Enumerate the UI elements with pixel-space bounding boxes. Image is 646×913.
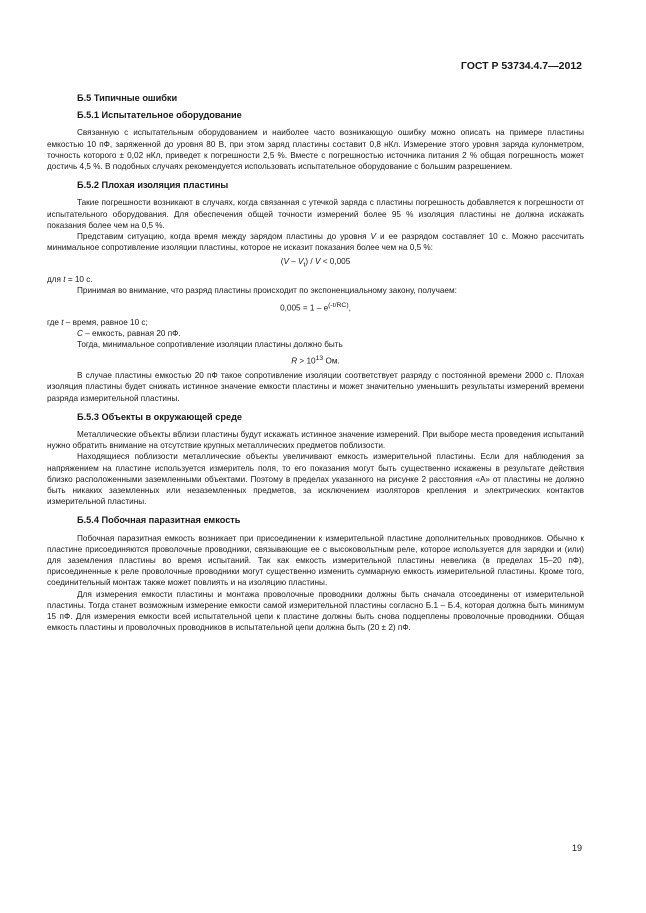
formula-condition: для t = 10 с. [47, 275, 93, 285]
page-number: 19 [571, 843, 582, 853]
formula-resistance: $R > 10^{13}$ Ом. [291, 355, 340, 366]
paragraph: Побочная паразитная емкость возникает при присоединении к измерительной пластине дополнительных проводников. Обычно к пластине присоединяются проволочные проводники, связывающие ее с высоковольтным реле, которое используется для зарядки и (или) для заземления пластины во время испытаний. Так как емкость измерительной пластины невелика (в пределах 15–20 пФ), присоединенные к реле проволочные проводники могут существенно изменить суммарную емкость измерительной пластины. Кроме того, соединительный монтаж также может повлиять и на изоляцию пластины. [47, 533, 584, 588]
paragraph: Принимая во внимание, что разряд пластины происходит по экспоненциальному закону, получаем: [77, 286, 457, 296]
formula-legend-capacitance: C – емкость, равная 20 пФ. [77, 328, 181, 338]
section-heading: Б.5 Типичные ошибки [77, 93, 178, 103]
subsection-heading-parasitic: Б.5.4 Побочная паразитная емкость [77, 515, 241, 526]
paragraph: Металлические объекты вблизи пластины будут искажать истинное значение измерений. При выборе места проведения испытаний нужно обратить внимание на отсутствие крупных металлических предметов поблизости. [47, 429, 584, 451]
subsection-heading-environment: Б.5.3 Объекты в окружающей среде [77, 411, 243, 422]
formula-leakage: $(V - V_t) / V < 0,005$ [280, 257, 351, 270]
formula-exponential: $0,005 = 1 - e^{(-t/RC)}$, [280, 301, 351, 313]
paragraph: Тогда, минимальное сопротивление изоляции пластины должно быть [77, 340, 343, 350]
document-body [47, 93, 584, 633]
paragraph: Представим ситуацию, когда время между зарядом пластины до уровня V и ее разрядом составляет 10 с. Можно рассчитать минимальное сопротивление изоляции пластины, которое не исказит показания более чем на 0,5 %: [47, 232, 584, 253]
paragraph: В случае пластины емкостью 20 пФ такое сопротивление изоляции соответствует разряду с постоянной времени 2000 с. Плохая изоляция пластины будет снижать истинное значение емкости пластины и может значительно уменьшить результаты измерений времени разряда измерительной пластины. [47, 371, 584, 403]
formula-legend-time: где t – время, равное 10 с; [47, 317, 148, 327]
subsection-heading-insulation: Б.5.2 Плохая изоляция пластины [77, 180, 229, 191]
paragraph: Для измерения емкости пластины и монтажа проволочные проводники должны быть сначала отсоединены от измерительной пластины. Тогда станет возможным измерение емкости самой измерительной пластины согласно Б.1 – Б.4, которая должна быть минимум 15 пФ. Для измерения емкости всей испытательной цепи к пластине должны быть снова подцеплены проволочные проводники. Общая емкость пластины и проволочных проводников в испытательной цепи должна быть (20 ± 2) пФ. [47, 589, 584, 633]
subsection-heading-equipment: Б.5.1 Испытательное оборудование [77, 110, 242, 121]
document-header: ГОСТ Р 53734.4.7—2012 [460, 60, 582, 72]
paragraph: Находящиеся поблизости металлические объекты увеличивают емкость измерительной пластины. Если для наблюдения за напряжением на пластине используется измеритель поля, то его показания могут быть существенно искажены в результате действия близко расположенными заземленными объектами. Поэтому в пределах указанного на рисунке 2 расстояния «А» от пластины не должно быть никаких заземленных или незаземленных предметов, за исключением изоляторов крепления и электрических контактов измерительной пластины. [47, 452, 584, 507]
paragraph: Связанную с испытательным оборудованием и наиболее часто возникающую ошибку можно описать на примере пластины емкостью 10 пФ, заряженной до уровня 80 В, при этом заряд пластины составит 0,8 нКл. Измерение этого уровня заряда кулонметром, точность которого ± 0,02 нКл, приведет к погрешности 2,5 %. Вместе с погрешностью источника питания 2 % общая погрешность может достичь 4,5 %. В подобных случаях рекомендуется использовать испытательное оборудование с большим разрешением. [47, 128, 584, 172]
paragraph: Такие погрешности возникают в случаях, когда связанная с утечкой заряда с пластины погрешность добавляется к погрешности от испытательного оборудования. Для обеспечения общей точности измерений более 95 % изоляция пластины не должна искажать показания более чем на 0,5 %. [47, 198, 584, 230]
